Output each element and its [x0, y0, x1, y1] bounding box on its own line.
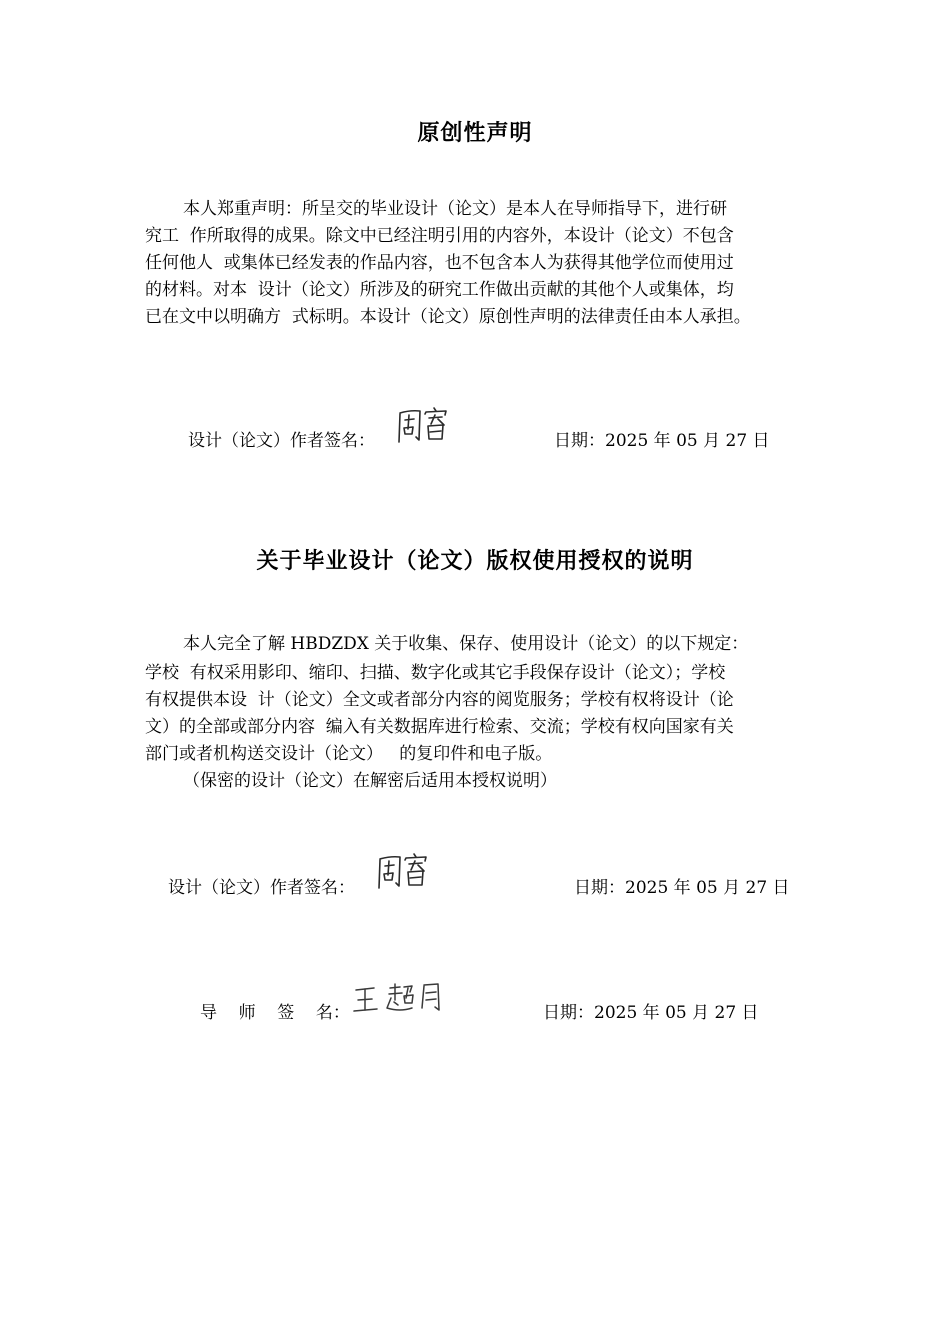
paragraph-line: 文）的全部或部分内容 编入有关数据库进行检索、交流；学校有权向国家有关 [145, 717, 734, 737]
advisor-sign-label: 导 师 签 名： [200, 1003, 350, 1023]
paragraph-line: 本人郑重声明：所呈交的毕业设计（论文）是本人在导师指导下，进行研 [183, 199, 727, 219]
author-sign-label-2: 设计（论文）作者签名： [168, 878, 355, 898]
paragraph-line: 学校 有权采用影印、缩印、扫描、数字化或其它手段保存设计（论文）；学校 [145, 663, 726, 683]
author-signature-image [396, 402, 456, 450]
paragraph-line: 任何他人 或集体已经发表的作品内容，也不包含本人为获得其他学位而使用过 [145, 253, 734, 273]
advisor-date: 日期：2025 年 05 月 27 日 [543, 1003, 759, 1023]
originality-title: 原创性声明 [417, 121, 533, 146]
author-date-2: 日期：2025 年 05 月 27 日 [574, 878, 790, 898]
author-signature-image-2 [376, 848, 436, 896]
paragraph-line: 部门或者机构送交设计（论文） 的复印件和电子版。 [145, 744, 553, 764]
advisor-signature-image [350, 978, 450, 1022]
paragraph-line: 究工 作所取得的成果。除文中已经注明引用的内容外，本设计（论文）不包含 [145, 226, 734, 246]
paragraph-line: 本人完全了解 HBDZDX 关于收集、保存、使用设计（论文）的以下规定： [183, 634, 749, 654]
paragraph-line: 的材料。对本 设计（论文）所涉及的研究工作做出贡献的其他个人或集体，均 [145, 280, 734, 300]
author-date: 日期：2025 年 05 月 27 日 [554, 431, 770, 451]
paragraph-line: 已在文中以明确方 式标明。本设计（论文）原创性声明的法律责任由本人承担。 [145, 307, 751, 327]
confidential-note: （保密的设计（论文）在解密后适用本授权说明） [183, 771, 557, 791]
author-sign-label: 设计（论文）作者签名： [188, 431, 375, 451]
copyright-title: 关于毕业设计（论文）版权使用授权的说明 [256, 549, 694, 574]
paragraph-line: 有权提供本设 计（论文）全文或者部分内容的阅览服务；学校有权将设计（论 [145, 690, 734, 710]
